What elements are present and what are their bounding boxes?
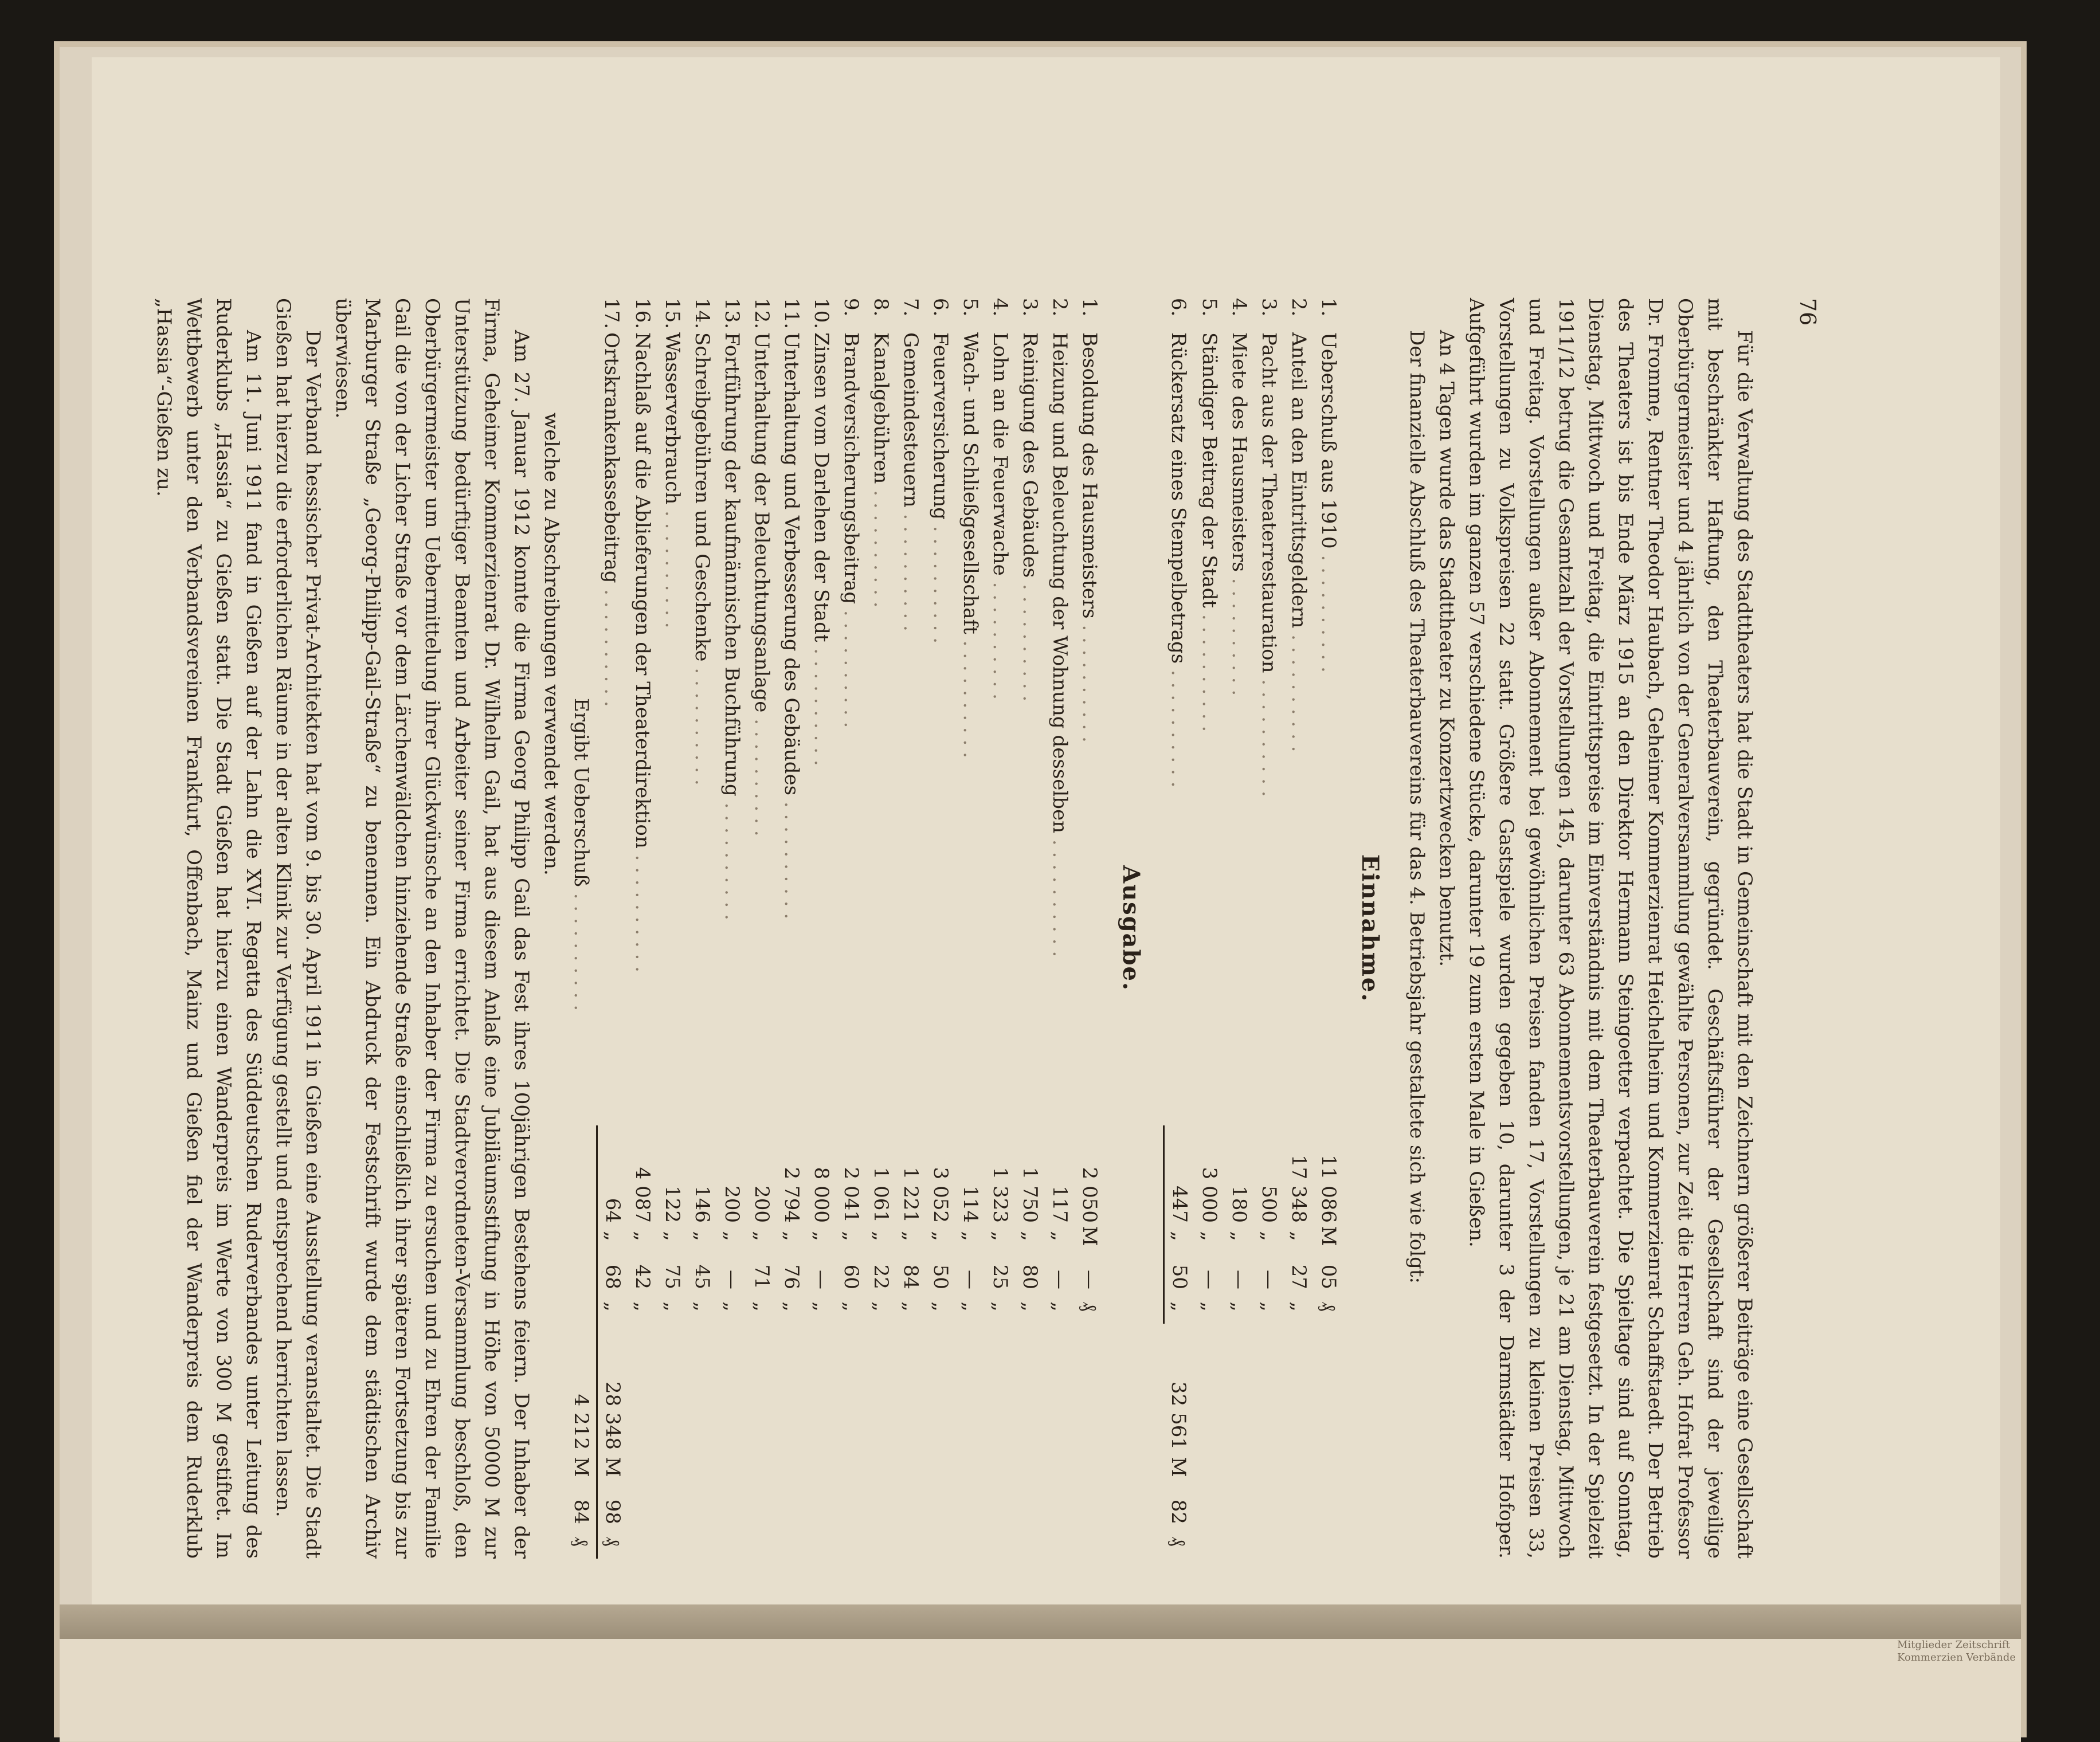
expense-label: Wasserverbrauch . . . . . . . . . .: [661, 332, 684, 629]
expense-pf-unit: „: [840, 1301, 863, 1312]
income-row: [1224, 298, 1254, 1559]
income-number: 4.: [1228, 298, 1251, 317]
expense-pf: 76: [780, 1264, 803, 1289]
expense-pf: 25: [989, 1264, 1012, 1289]
expense-mark: 1 061: [869, 1167, 892, 1223]
expense-pf: 68: [597, 1249, 628, 1289]
income-unit: „: [1257, 1231, 1280, 1241]
expense-total-pf: 98: [601, 1499, 624, 1524]
result-row: [566, 298, 597, 1559]
expense-number: 15.: [661, 298, 684, 329]
leader-dots: . . . . . . . . . .: [1287, 628, 1310, 752]
expense-number: 2.: [1048, 298, 1071, 317]
expense-mark: 2 794: [780, 1167, 803, 1223]
expense-unit: „: [691, 1231, 714, 1241]
paragraph-gail: Am 27. Januar 1912 konnte die Firma Georg Philipp Gail das Fest ihres 100jährigen Bestehens feiern. Der Inhaber der Firma, Geheimer Kommerzienrat Dr. Wilhelm Gail, hat aus diesem Anlaß eine Jubiläumsstiftung in Höhe von 50000 M zur Unterstützung bedürftiger Beamten und Arbeiter seiner Firma errichtet. Die Stadtverordneten-Versammlung beschloß, den Oberbürgermeister um Uebermittelung ihrer Glückwünsche an den Inhaber der Firma zu ersuchen und zu Ehren der Familie Gail die von der Licher Straße vor dem Lärchenwäldchen hinziehende Straße einschließlich ihrer späteren Fortsetzung bis zur Marburger Straße „Georg-Philipp-Gail-Straße“ zu benennen. Ein Abdruck der Festschrift wurde dem städtischen Archiv überwiesen.: [331, 298, 533, 1559]
result-unit: M: [566, 1450, 597, 1484]
expense-mark: 64: [597, 1125, 628, 1223]
leader-dots: . . . . . . . . . .: [780, 795, 803, 920]
expense-mark: 117: [1048, 1186, 1071, 1223]
expense-mark: 2 050: [1078, 1167, 1101, 1223]
leader-dots: . . . . . . . . . .: [661, 504, 684, 629]
expense-row: [657, 298, 687, 1559]
income-unit: „: [1198, 1231, 1221, 1241]
expense-row: [687, 298, 717, 1559]
expense-row: [926, 298, 955, 1559]
usage-line: welche zu Abschreibungen verwendet werden.: [540, 413, 563, 876]
leader-dots: . . . . . . . . . .: [631, 848, 654, 972]
expense-pf-unit: „: [750, 1301, 773, 1312]
expense-label: Unterhaltung der Beleuchtungsanlage . . . . . . . . . .: [750, 332, 773, 837]
income-number: 2.: [1287, 298, 1310, 317]
leader-dots: . . . . . . . . . .: [1317, 548, 1340, 673]
facing-page-fragment: Mitglieder Zeitschrift Kommerzien Verbände: [1897, 1639, 2016, 1663]
income-pf: 05: [1317, 1264, 1340, 1289]
expense-row: [717, 298, 747, 1559]
income-pf: 27: [1287, 1264, 1310, 1289]
expense-label: Nachlaß auf die Ablieferungen der Theaterdirektion . . . . . . . . . .: [631, 332, 654, 972]
expense-number: 13.: [720, 298, 743, 329]
expense-number: 9.: [840, 298, 863, 317]
income-row: [1284, 298, 1314, 1559]
expense-pf-unit: „: [1048, 1301, 1071, 1312]
expense-pf-unit: „: [810, 1301, 833, 1312]
expense-unit: M: [1078, 1226, 1101, 1246]
income-total-pf-unit: ₰: [1167, 1536, 1190, 1547]
leader-dots: . . . . . . . . . .: [899, 507, 922, 631]
expense-unit: „: [631, 1231, 654, 1241]
expense-mark: 3 052: [929, 1167, 952, 1223]
expense-heading: Ausgabe.: [1118, 865, 1145, 991]
expense-mark: 8 000: [810, 1167, 833, 1223]
leader-dots: . . . . . . . . . .: [1048, 833, 1071, 958]
expense-mark: 146: [691, 1186, 714, 1223]
leader-dots: . . . . . . . . . .: [1078, 618, 1101, 743]
result-label: Ergibt Ueberschuß . . . . . . . . . .: [570, 697, 593, 1011]
income-unit: „: [1287, 1231, 1310, 1241]
leader-dots: . . . . . . . . . .: [840, 604, 863, 728]
expense-pf-unit: „: [597, 1289, 628, 1324]
expense-pf: —: [810, 1270, 833, 1289]
leader-dots: . . . . . . . . . .: [810, 642, 833, 766]
leader-dots: . . . . . . . . . .: [1198, 608, 1221, 732]
expense-number: 12.: [750, 298, 773, 329]
income-total-mark: 32 561: [1167, 1382, 1190, 1450]
rotated-page-content: [152, 298, 1820, 1559]
income-heading: Einnahme.: [1357, 854, 1384, 1003]
expense-pf: 71: [750, 1264, 773, 1289]
expense-number: 1.: [1078, 298, 1101, 317]
income-mark: 3 000: [1198, 1167, 1221, 1223]
expense-number: 4.: [989, 298, 1012, 317]
income-unit: „: [1228, 1231, 1251, 1241]
leader-dots: . . . . . . . . . .: [691, 661, 714, 786]
expense-total-mark: 28 348: [601, 1382, 624, 1450]
expense-unit: „: [810, 1231, 833, 1241]
leader-dots: . . . . . . . . . .: [1167, 664, 1190, 788]
expense-table: [566, 298, 1104, 1559]
expense-pf: 50: [929, 1264, 952, 1289]
expense-label: Schreibgebühren und Geschenke . . . . . . . . . .: [691, 332, 714, 786]
income-mark: 17 348: [1287, 1155, 1310, 1223]
expense-mark: 2 041: [840, 1167, 863, 1223]
expense-row: [1075, 298, 1104, 1559]
expense-mark: 200: [750, 1186, 773, 1223]
expense-number: 5.: [959, 298, 982, 317]
expense-label: Unterhaltung und Verbesserung des Gebäudes . . . . . . . . . .: [780, 332, 803, 920]
leader-dots: . . . . . . . . . .: [959, 634, 982, 758]
income-label: Anteil an den Eintrittsgeldern . . . . . . . . . .: [1287, 332, 1310, 752]
expense-pf-unit: „: [869, 1301, 892, 1312]
expense-unit: „: [959, 1231, 982, 1241]
concert-paragraph: An 4 Tagen wurde das Stadttheater zu Konzertzwecken benutzt.: [1435, 330, 1458, 967]
expense-mark: 4 087: [631, 1167, 654, 1223]
expense-mark: 1 750: [1018, 1167, 1041, 1223]
expense-unit: „: [840, 1231, 863, 1241]
expense-mark: 1 221: [899, 1167, 922, 1223]
leader-dots: . . . . . . . . . .: [720, 796, 743, 920]
expense-label: Gemeindesteuern . . . . . . . . . .: [899, 332, 922, 631]
income-pf-unit: „: [1287, 1301, 1310, 1312]
expense-label: Ortskrankenkassebeitrag . . . . . . . . . .: [600, 332, 624, 707]
expense-mark: 1 323: [989, 1167, 1012, 1223]
expense-pf: 75: [661, 1264, 684, 1289]
expense-row: [1045, 298, 1075, 1559]
income-pf-unit: „: [1198, 1301, 1221, 1312]
leader-dots: . . . . . . . . . .: [1257, 673, 1280, 797]
income-label: Ueberschuß aus 1910 . . . . . . . . . .: [1317, 332, 1340, 673]
expense-pf-unit: „: [691, 1301, 714, 1312]
expense-number: 10.: [810, 298, 833, 329]
expense-label: Wach- und Schließgesellschaft . . . . . . . . . .: [959, 332, 982, 758]
expense-pf: 84: [899, 1264, 922, 1289]
income-unit: „: [1164, 1223, 1195, 1249]
income-pf-unit: „: [1257, 1301, 1280, 1312]
expense-number: 17.: [600, 298, 624, 329]
income-row: [1254, 298, 1284, 1559]
expense-unit: „: [899, 1231, 922, 1241]
finance-intro: Der finanzielle Abschluß des Theaterbauvereins für das 4. Betriebsjahr gestaltete sich wie folgt:: [1405, 330, 1428, 1284]
expense-label: Fortführung der kaufmännischen Buchführung . . . . . . . . . .: [720, 332, 743, 920]
expense-pf-unit: „: [959, 1301, 982, 1312]
expense-unit: „: [929, 1231, 952, 1241]
income-label: Pacht aus der Theaterrestauration . . . . . . . . . .: [1257, 332, 1280, 797]
expense-total-pf-unit: ₰: [601, 1536, 624, 1547]
expense-pf-unit: „: [1018, 1301, 1041, 1312]
expense-pf-unit: ₰: [1078, 1301, 1101, 1312]
expense-pf: —: [720, 1270, 743, 1289]
expense-label: Feuerversicherung . . . . . . . . . .: [929, 332, 952, 644]
income-pf: —: [1257, 1270, 1280, 1289]
expense-label: Kanalgebühren . . . . . . . . . .: [869, 332, 892, 608]
expense-row: [1015, 298, 1045, 1559]
expense-row: [866, 298, 896, 1559]
expense-row: [896, 298, 926, 1559]
income-pf: —: [1198, 1270, 1221, 1289]
expense-number: 8.: [869, 298, 892, 317]
expense-row: [955, 298, 985, 1559]
expense-pf-unit: „: [631, 1301, 654, 1312]
income-pf: —: [1228, 1270, 1251, 1289]
expense-number: 11.: [780, 298, 803, 329]
expense-pf-unit: „: [661, 1301, 684, 1312]
expense-pf: —: [1048, 1270, 1071, 1289]
expense-row: [777, 298, 806, 1559]
paragraph-regatta: Am 11. Juni 1911 fand in Gießen auf der Lahn die XVI. Regatta des Süddeutschen Ruderverbandes unter Leitung des Ruderklubs „Hassia“ zu Gießen statt. Die Stadt Gießen hat hierzu einen Wanderpreis im Werte von 300 M gestiftet. Im Wettbewerb unter den Verbandsvereinen Frankfurt, Offenbach, Mainz und Gießen fiel der Wanderpreis dem Ruderklub „Hassia“-Gießen zu.: [152, 298, 265, 1559]
income-row: [1164, 298, 1195, 1559]
expense-row: [806, 298, 836, 1559]
leader-dots: . . . . . . . . . .: [600, 583, 624, 707]
income-mark: 500: [1257, 1186, 1280, 1223]
expense-pf: —: [1078, 1270, 1101, 1289]
leader-dots: . . . . . . . . . .: [929, 519, 952, 644]
income-row: [1194, 298, 1224, 1559]
income-mark: 180: [1228, 1186, 1251, 1223]
expense-unit: „: [869, 1231, 892, 1241]
expense-pf-unit: „: [929, 1301, 952, 1312]
income-pf-unit: ₰: [1317, 1301, 1340, 1312]
expense-pf-unit: „: [989, 1301, 1012, 1312]
expense-row: [597, 298, 628, 1559]
expense-mark: 200: [720, 1186, 743, 1223]
expense-pf-unit: „: [720, 1301, 743, 1312]
income-total-pf: 82: [1167, 1499, 1190, 1524]
expense-label: Reinigung des Gebäudes . . . . . . . . . .: [1018, 332, 1041, 702]
leader-dots: . . . . . . . . . .: [869, 484, 892, 608]
expense-number: 7.: [899, 298, 922, 317]
income-unit: M: [1317, 1226, 1340, 1246]
income-table: [1163, 298, 1343, 1559]
expense-pf: —: [959, 1270, 982, 1289]
expense-pf-unit: „: [899, 1301, 922, 1312]
paragraph-architects: Der Verband hessischer Privat-Architekten hat vom 9. bis 30. April 1911 in Gießen eine Ausstellung veranstaltet. Die Stadt Gießen hat hierzu die erforderlichen Räume in der alten Klinik zur Verfügung gestellt und entsprechend herrichten lassen.: [272, 298, 324, 1559]
result-mark: 4 212: [566, 1324, 597, 1450]
income-label: Miete des Hausmeisters . . . . . . . . . .: [1228, 332, 1251, 696]
income-mark: 11 086: [1317, 1155, 1340, 1223]
expense-number: 3.: [1018, 298, 1041, 317]
intro-paragraph: Für die Verwaltung des Stadttheaters hat die Stadt in Gemeinschaft mit den Zeichnern größerer Beiträge eine Gesellschaft mit beschränkter Haftung, den Theaterbauverein, gegründet. Geschäftsführer der Gesellschaft sind der jeweilige Oberbürgermeister und 4 jährlich von der Generalversammlung gewählte Personen, zur Zeit die Herren Geh. Hofrat Professor Dr. Fromme, Rentner Theodor Haubach, Geheimer Kommerzienrat Heichelheim und Kommerzienrat Schaffstaedt. Der Betrieb des Theaters ist bis Ende März 1915 an den Direktor Hermann Steingoetter verpachtet. Die Spieltage sind auf Sonntag, Dienstag, Mittwoch und Freitag, die Eintrittspreise im Einverständnis mit dem Theaterbauverein festgesetzt. In der Spielzeit 1911/12 betrug die Gesamtzahl der Vorstellungen 145, darunter 63 Abonnementsvorstellungen, je 21 am Dienstag, Mittwoch und Freitag. Vorstellungen außer Abonnement bei gewöhnlichen Preisen fanden 17, Vorstellungen zu kleinen Preisen 33, Vorstellungen zu Volkspreisen 22 statt. Größere Gastspiele wurden gegeben 10, darunter 3 der Darmstädter Hofoper. Aufgeführt wurden im ganzen 57 verschiedene Stücke, darunter 19 zum ersten Male in Gießen.: [1465, 298, 1756, 1559]
expense-label: Besoldung des Hausmeisters . . . . . . . . . .: [1078, 332, 1101, 743]
page-number: 76: [1795, 298, 1820, 326]
expense-pf: 22: [869, 1264, 892, 1289]
facing-page-edge: [60, 1639, 2021, 1741]
expense-unit: „: [780, 1231, 803, 1241]
expense-pf: 80: [1018, 1264, 1041, 1289]
leader-dots: . . . . . . . . . .: [1018, 578, 1041, 702]
expense-label: Heizung und Beleuchtung der Wohnung desselben . . . . . . . . . .: [1048, 332, 1071, 958]
expense-pf: 60: [840, 1264, 863, 1289]
income-pf: 50: [1164, 1249, 1195, 1289]
expense-unit: „: [1018, 1231, 1041, 1241]
result-pf-unit: ₰: [566, 1524, 597, 1559]
expense-pf-unit: „: [780, 1301, 803, 1312]
expense-mark: 122: [661, 1186, 684, 1223]
expense-pf: 45: [691, 1264, 714, 1289]
expense-number: 14.: [691, 298, 714, 329]
expense-unit: „: [661, 1231, 684, 1241]
expense-unit: „: [989, 1231, 1012, 1241]
leader-dots: . . . . . . . . . .: [1228, 571, 1251, 696]
expense-unit: „: [750, 1231, 773, 1241]
expense-number: 6.: [929, 298, 952, 317]
income-label: Rückersatz eines Stempelbetrags . . . . . . . . . .: [1167, 332, 1190, 788]
income-pf-unit: „: [1228, 1301, 1251, 1312]
expense-pf: 42: [631, 1264, 654, 1289]
leader-dots: . . . . . . . . . .: [750, 712, 773, 837]
expense-row: [628, 298, 657, 1559]
income-number: 5.: [1198, 298, 1221, 317]
income-pf-unit: „: [1164, 1289, 1195, 1324]
expense-unit: „: [1048, 1231, 1071, 1241]
income-mark: 447: [1164, 1125, 1195, 1223]
income-number: 1.: [1317, 298, 1340, 317]
expense-label: Lohn an die Feuerwache . . . . . . . . . .: [989, 332, 1012, 700]
income-total-unit: M: [1167, 1457, 1190, 1477]
expense-mark: 114: [959, 1186, 982, 1223]
expense-label: Brandversicherungsbeitrag . . . . . . . . . .: [840, 332, 863, 728]
income-row: [1314, 298, 1343, 1559]
expense-row: [985, 298, 1015, 1559]
expense-total-unit: M: [601, 1457, 624, 1477]
expense-label: Zinsen vom Darlehen der Stadt . . . . . . . . . .: [810, 332, 833, 766]
expense-row: [836, 298, 866, 1559]
leader-dots: . . . . . . . . . .: [989, 575, 1012, 700]
income-label: Ständiger Beitrag der Stadt . . . . . . . . . .: [1198, 332, 1221, 732]
expense-row: [747, 298, 777, 1559]
leader-dots: . . . . . . . . . .: [570, 886, 593, 1011]
income-number: 3.: [1257, 298, 1280, 317]
expense-unit: „: [720, 1231, 743, 1241]
income-number: 6.: [1167, 298, 1190, 317]
result-pf: 84: [566, 1484, 597, 1524]
expense-unit: „: [597, 1223, 628, 1249]
expense-number: 16.: [631, 298, 654, 329]
